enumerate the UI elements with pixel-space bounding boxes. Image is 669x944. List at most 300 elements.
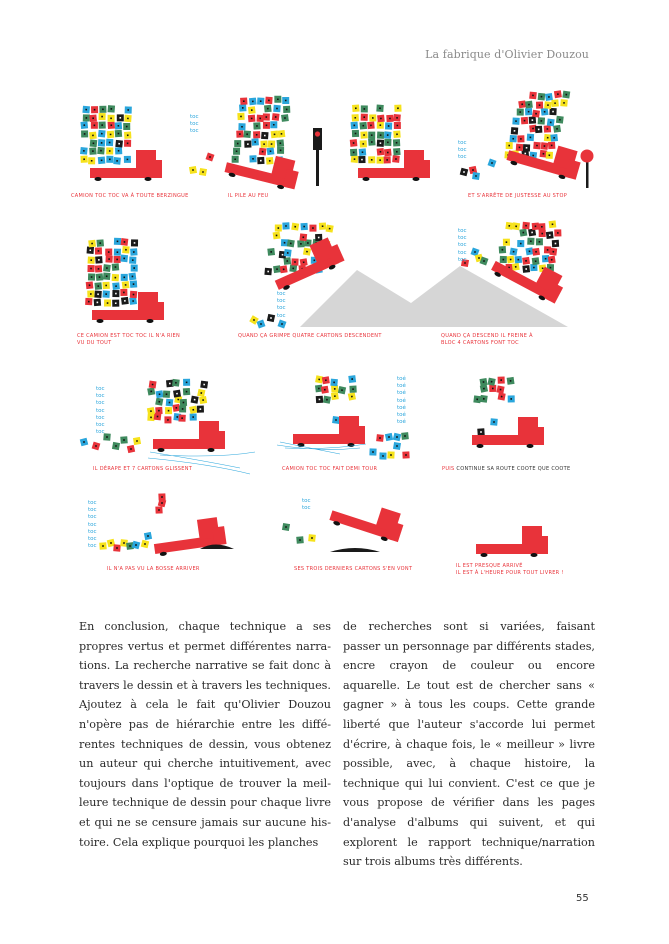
carton-dot (396, 117, 398, 119)
carton-box (517, 240, 524, 247)
carton-dot (237, 143, 239, 145)
carton-box (368, 132, 375, 139)
carton-box (102, 290, 109, 297)
carton-dot (241, 126, 243, 128)
carton-box (94, 299, 102, 307)
carton-box (190, 413, 197, 420)
carton-dot (530, 137, 532, 139)
carton-box (401, 432, 409, 440)
carton-box (549, 220, 557, 228)
carton-box (249, 98, 257, 106)
carton-box (296, 536, 304, 544)
carton-dot (283, 268, 285, 270)
toc-stack (397, 376, 406, 426)
carton-dot (334, 395, 336, 397)
carton-dot (134, 242, 136, 244)
carton-dot (125, 249, 127, 251)
carton-dot (150, 417, 152, 419)
carton-box (369, 448, 376, 455)
carton-box (120, 255, 128, 263)
carton-dot (319, 399, 321, 401)
carton-box (261, 132, 268, 139)
carton-dot (387, 152, 389, 154)
carton-dot (312, 227, 314, 229)
carton-box (105, 249, 112, 256)
carton-dot (341, 389, 343, 391)
carton-box (536, 238, 543, 245)
carton-box (166, 399, 174, 407)
carton-box (512, 117, 519, 124)
carton-dot (271, 143, 273, 145)
caption-panel-10 (442, 466, 570, 473)
carton-dot (125, 284, 127, 286)
carton-box (115, 122, 123, 130)
carton-box (238, 123, 245, 130)
carton-box (102, 282, 109, 289)
carton-box (508, 395, 515, 402)
carton-dot (532, 95, 534, 97)
carton-box (547, 119, 555, 127)
carton-dot (472, 169, 474, 171)
carton-dot (326, 399, 328, 401)
carton-dot (169, 402, 171, 404)
carton-dot (108, 258, 110, 260)
carton-dot (281, 133, 283, 135)
carton-box (124, 156, 131, 163)
bump (330, 548, 380, 552)
carton-box (297, 240, 304, 247)
carton-dot (109, 159, 111, 161)
carton-dot (404, 435, 406, 437)
carton-box (480, 395, 488, 403)
carton-dot (565, 94, 567, 96)
carton-box (499, 246, 506, 253)
carton-box (130, 291, 138, 299)
carton-box (94, 291, 101, 298)
carton-dot (256, 134, 258, 136)
toc-word: toc (190, 114, 199, 120)
carton-box (489, 385, 496, 392)
carton-box (551, 99, 559, 107)
carton-box (367, 122, 375, 130)
carton-box (248, 115, 256, 123)
toc-word: toé (397, 376, 406, 382)
carton-dot (152, 384, 154, 386)
carton-box (98, 139, 105, 146)
carton-box (517, 109, 524, 116)
carton-box (99, 542, 106, 549)
carton-dot (540, 120, 542, 122)
carton-dot (508, 145, 510, 147)
carton-dot (387, 142, 389, 144)
carton-box (273, 232, 281, 240)
carton-box (127, 445, 135, 453)
carton-dot (150, 410, 152, 412)
carton-dot (194, 399, 196, 401)
carton-dot (132, 276, 134, 278)
carton-dot (371, 134, 373, 136)
carton-box (240, 97, 247, 104)
carton-box (85, 298, 92, 305)
carton-dot (535, 113, 537, 115)
carton-box (189, 166, 197, 174)
carton-dot (353, 152, 355, 154)
carton-box (532, 223, 540, 231)
carton-box (368, 138, 376, 146)
carton-box (359, 122, 367, 130)
carton-box (387, 451, 394, 458)
carton-box (114, 256, 121, 263)
carton-box (284, 249, 292, 257)
carton-dot (273, 124, 275, 126)
carton-box (80, 121, 88, 129)
carton-box (300, 223, 307, 230)
carton-box (105, 255, 112, 262)
carton-dot (109, 150, 111, 152)
carton-dot (177, 399, 179, 401)
carton-box (348, 392, 356, 400)
carton-dot (116, 259, 118, 261)
caption-panel-4: ET S'ARRÊTE DE JUSTESSE AU STOP (468, 193, 568, 199)
carton-dot (110, 108, 112, 110)
carton-dot (123, 258, 125, 260)
carton-box (521, 117, 529, 125)
carton-box (539, 230, 546, 237)
carton-dot (175, 382, 177, 384)
carton-dot (234, 158, 236, 160)
carton-box (163, 390, 170, 397)
carton-box (541, 108, 549, 116)
carton-dot (379, 159, 381, 161)
carton-box (183, 379, 190, 386)
carton-dot (529, 250, 531, 252)
carton-box (352, 114, 359, 121)
carton-dot (563, 102, 565, 104)
caption-panel-1: CAMION TOC TOC VA À TOUTE BERZINGUE (71, 193, 189, 199)
carton-dot (276, 235, 278, 237)
carton-box (91, 106, 98, 113)
carton-dot (388, 125, 390, 127)
carton-dot (93, 142, 95, 144)
carton-dot (94, 109, 96, 111)
carton-box (92, 442, 101, 451)
caption-line-2: IL EST À L'HEURE POUR TOUT LIVRER ! (456, 570, 564, 576)
carton-dot (535, 251, 537, 253)
carton-box (385, 122, 392, 129)
carton-dot (269, 160, 271, 162)
carton-box (273, 105, 281, 113)
toc-word: toc (96, 400, 105, 407)
carton-dot (242, 107, 244, 109)
carton-box (368, 156, 375, 163)
carton-box (517, 135, 524, 142)
carton-box (350, 149, 357, 156)
hills (300, 266, 568, 327)
carton-dot (243, 100, 245, 102)
carton-dot (396, 445, 398, 447)
carton-box (248, 106, 256, 114)
toc-stack (190, 114, 199, 136)
truck-wheel (481, 553, 488, 557)
carton-box (90, 139, 98, 147)
carton-dot (318, 388, 320, 390)
carton-dot (333, 382, 335, 384)
carton-dot (200, 408, 202, 410)
carton-dot (388, 436, 390, 438)
carton-box (112, 282, 120, 290)
carton-box (500, 256, 507, 263)
carton-dot (528, 111, 530, 113)
carton-box (490, 418, 498, 426)
carton-dot (556, 128, 558, 130)
caption-panel-7: QUAND ÇA DESCEND IL FREINE À BLOC 4 CARTONS FONT TOC (441, 333, 533, 346)
carton-box (291, 223, 299, 231)
carton-dot (259, 118, 261, 120)
carton-dot (101, 124, 103, 126)
caption-panel-11: IL N'A PAS VU LA BOSSE ARRIVER (107, 566, 200, 572)
carton-box (503, 239, 510, 246)
carton-box (536, 102, 543, 109)
carton-dot (299, 539, 301, 541)
carton-dot (532, 128, 534, 130)
carton-dot (90, 293, 92, 295)
carton-box (91, 122, 98, 129)
carton-box (519, 229, 527, 237)
carton-dot (118, 143, 120, 145)
carton-box (263, 113, 270, 120)
carton-box (377, 148, 385, 156)
carton-box (80, 438, 88, 446)
carton-box (385, 433, 393, 441)
carton-box (527, 134, 534, 141)
carton-dot (166, 393, 168, 395)
carton-dot (86, 117, 88, 119)
carton-box (507, 377, 515, 385)
carton-dot (176, 393, 178, 395)
carton-dot (239, 133, 241, 135)
carton-box (348, 375, 356, 383)
carton-dot (118, 125, 120, 127)
carton-dot (353, 142, 355, 144)
carton-box (392, 155, 400, 163)
carton-dot (397, 125, 399, 127)
carton-dot (118, 150, 120, 152)
carton-dot (351, 396, 353, 398)
carton-box (155, 407, 162, 414)
carton-dot (270, 251, 272, 253)
carton-dot (551, 145, 553, 147)
carton-box (156, 390, 164, 398)
carton-box (121, 297, 129, 305)
carton-box (533, 142, 541, 150)
carton-dot (405, 454, 407, 456)
carton-box (130, 280, 137, 287)
carton-dot (101, 159, 103, 161)
carton-box (191, 396, 199, 404)
carton-dot (553, 137, 555, 139)
toc-word: toc (190, 128, 199, 135)
carton-dot (99, 276, 101, 278)
carton-dot (362, 151, 364, 153)
carton-dot (252, 158, 254, 160)
toc-word: toc (277, 305, 286, 312)
carton-box (291, 258, 298, 265)
carton-box (460, 168, 469, 177)
carton-box (338, 386, 346, 394)
truck-hood (152, 302, 164, 320)
carton-box (278, 130, 286, 138)
carton-dot (91, 160, 93, 162)
carton-dot (480, 431, 482, 433)
carton-box (352, 130, 359, 137)
carton-dot (268, 100, 270, 102)
carton-box (147, 407, 155, 415)
carton-dot (130, 448, 132, 450)
carton-dot (105, 285, 107, 287)
carton-dot (548, 96, 550, 98)
carton-box (507, 256, 515, 264)
carton-dot (395, 158, 397, 160)
carton-box (123, 123, 130, 130)
carton-box (545, 93, 553, 101)
caption-line-1: IL EST PRESQUE ARRIVÉ (456, 563, 523, 569)
carton-box (280, 265, 288, 273)
toc-stack (96, 386, 105, 436)
carton-box (480, 378, 488, 386)
carton-dot (186, 391, 188, 393)
carton-dot (85, 109, 87, 111)
carton-box (87, 265, 94, 272)
carton-dot (116, 547, 118, 549)
carton-box (549, 108, 556, 115)
carton-dot (280, 150, 282, 152)
carton-dot (254, 141, 256, 143)
carton-box (331, 385, 339, 393)
carton-box (529, 116, 536, 123)
carton-box (106, 156, 113, 163)
carton-box (473, 395, 481, 403)
carton-box (272, 113, 280, 121)
carton-box (112, 290, 119, 297)
carton-box (552, 240, 559, 247)
carton-box (129, 297, 137, 305)
carton-dot (547, 128, 549, 130)
carton-box (546, 231, 554, 239)
carton-box (124, 115, 132, 123)
carton-dot (167, 419, 169, 421)
carton-box (89, 147, 96, 154)
carton-dot (483, 398, 485, 400)
carton-box (263, 122, 270, 129)
carton-box (393, 139, 400, 146)
carton-dot (493, 421, 495, 423)
carton-dot (202, 171, 204, 173)
carton-dot (363, 134, 365, 136)
toc-word: toc (88, 500, 97, 506)
carton-box (518, 100, 526, 108)
carton-dot (557, 93, 559, 95)
carton-box (379, 452, 386, 459)
carton-box (112, 263, 120, 271)
carton-dot (500, 389, 502, 391)
carton-box (97, 147, 105, 155)
carton-box (271, 130, 279, 138)
carton-dot (510, 398, 512, 400)
carton-dot (133, 283, 135, 285)
traffic-light-body (313, 128, 322, 150)
carton-box (112, 300, 119, 307)
carton-dot (274, 133, 276, 135)
carton-dot (279, 142, 281, 144)
carton-dot (115, 293, 117, 295)
truck (328, 493, 406, 545)
carton-box (316, 396, 323, 403)
carton-dot (133, 267, 135, 269)
carton-dot (559, 119, 561, 121)
carton-dot (91, 276, 93, 278)
carton-box (376, 105, 383, 112)
carton-dot (107, 302, 109, 304)
carton-box (95, 265, 102, 272)
carton-dot (353, 124, 355, 126)
truck-hood (212, 526, 226, 545)
carton-dot (501, 396, 503, 398)
carton-dot (106, 267, 108, 269)
carton-dot (557, 232, 559, 234)
toc-word: toé (397, 404, 406, 411)
carton-dot (554, 102, 556, 104)
carton-dot (334, 388, 336, 390)
carton-box (393, 148, 401, 156)
toc-word: toc (458, 235, 467, 242)
stop-sign (581, 150, 594, 163)
carton-box (253, 122, 260, 129)
carton-dot (547, 137, 549, 139)
carton-dot (101, 116, 103, 118)
carton-dot (192, 409, 194, 411)
toc-word: toc (190, 121, 199, 128)
carton-box (87, 246, 95, 254)
carton-box (282, 222, 289, 229)
carton-box (377, 122, 384, 129)
carton-box (515, 256, 523, 264)
carton-box (172, 379, 180, 387)
stop-sign-pole (586, 160, 589, 188)
carton-dot (491, 381, 493, 383)
carton-dot (203, 384, 205, 386)
carton-dot (83, 150, 85, 152)
carton-box (331, 392, 339, 400)
carton-box (99, 106, 106, 113)
carton-box (257, 98, 264, 105)
carton-dot (240, 116, 242, 118)
carton-dot (521, 103, 523, 105)
carton-dot (371, 159, 373, 161)
carton-box (529, 92, 537, 100)
carton-dot (302, 236, 304, 238)
body-column-left: En conclusion, chaque technique a ses propres vertus et permet différentes narrations. La recherche narrative se fait donc à travers le dessin et à travers les techniques. Ajoutez à cela le fait qu'Olivier Douzou n'opère pas de hiérarchie entre les différentes techniques de dessin, vous obtenez un auteur qui cherche intuitivement, avec toujours dans l'optique de trouver la meilleure technique de dessin pour chaque livre et qui ne se censure jamais sur aucune histoire. Cela explique pourquoi les planches (79, 620, 331, 849)
carton-box (510, 248, 518, 256)
carton-box (532, 257, 540, 265)
carton-dot (300, 243, 302, 245)
carton-dot (532, 119, 534, 121)
carton-box (321, 386, 329, 394)
carton-dot (132, 300, 134, 302)
carton-box (525, 247, 533, 255)
carton-dot (161, 496, 163, 498)
carton-dot (322, 225, 324, 227)
carton-box (546, 152, 553, 159)
